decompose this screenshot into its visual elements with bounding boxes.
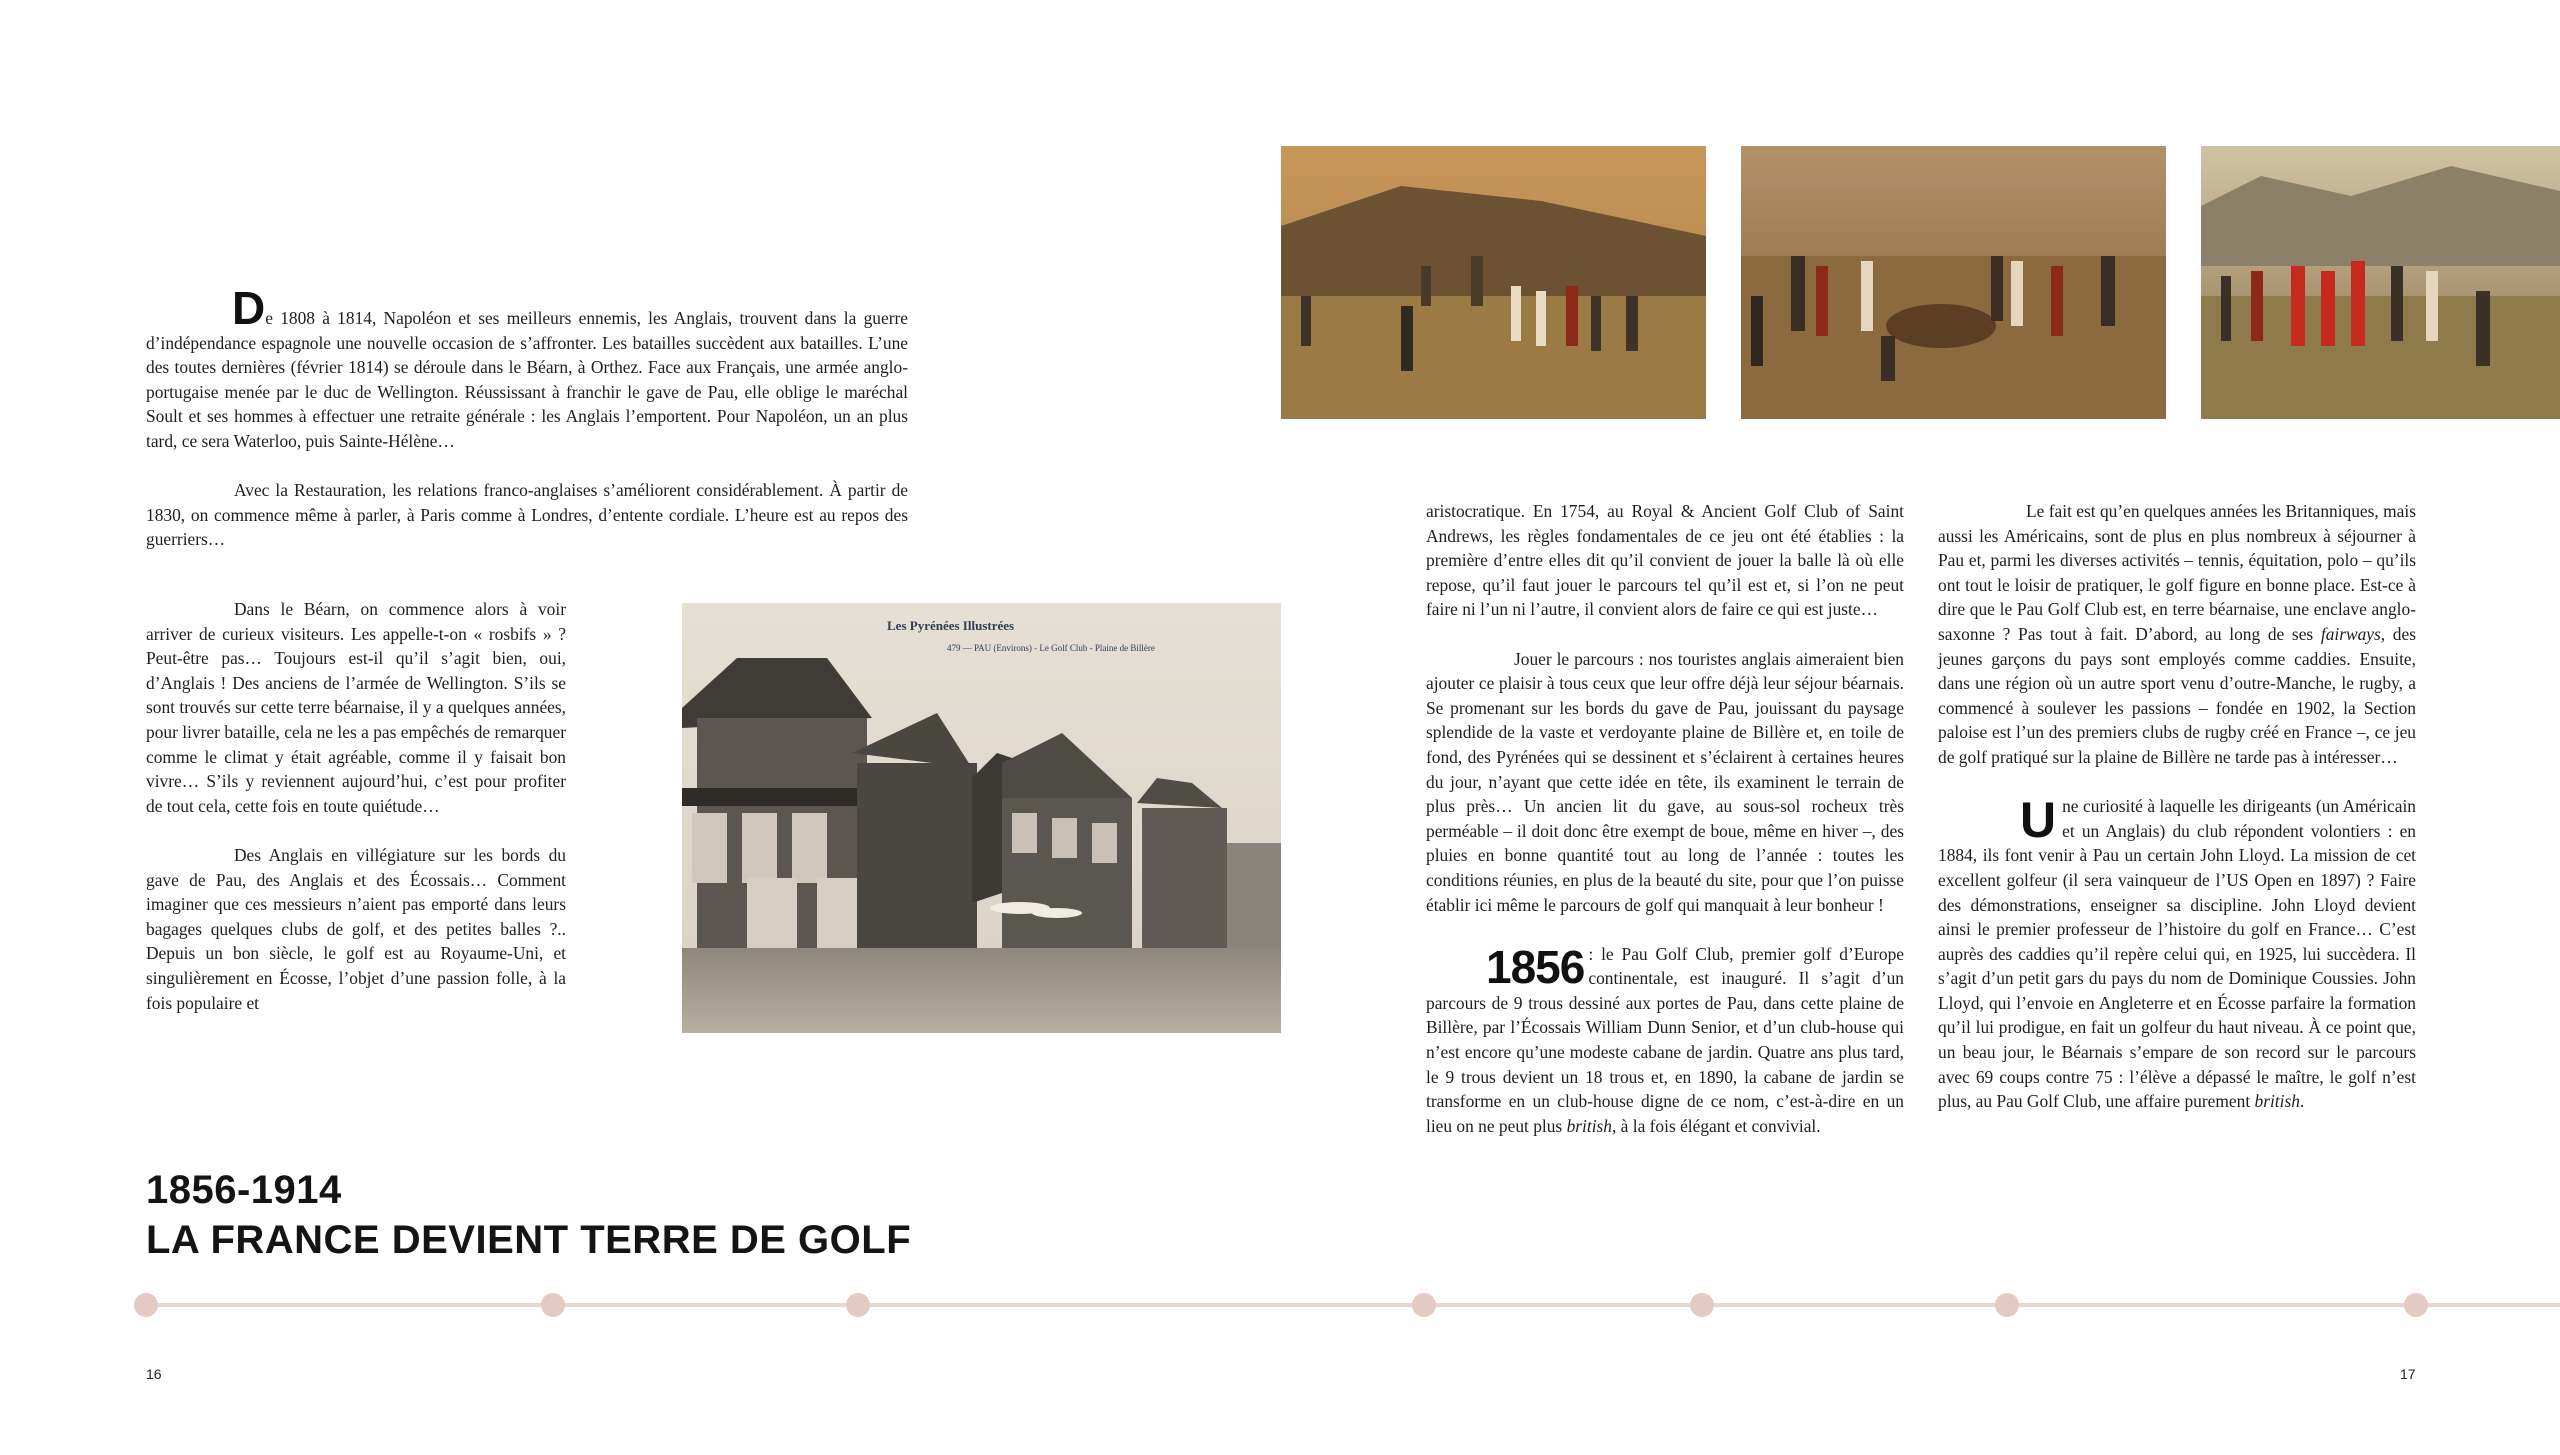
col2-paragraph-2: Une curiosité à laquelle les dirigeants (un Américain et un Anglais) du club répondent volontiers : en 1884, ils font venir à Pau un certain John Lloyd. La mission de cet excellent golfeur (il sera vainqueur de l’US Open en 1897) ? Faire des démonstrations, enseigner sa discipline. John Lloyd devient ainsi le premier professeur de l’histoire du golf en France… C’est auprès des caddies qu’il repère celui qui, en 1925, lui succèdera. Il s’agit d’un petit gars du pays du nom de Dominique Coussies. John Lloyd, qui l’envoie en Angleterre et en Écosse parfaire la formation qu’il lui prodigue, en fait un golfeur du haut niveau. À ce point que, un beau jour, le Béarnais s’empare de son record sur le parcours avec 69 coups contre 75 : l’élève a dépassé le maître, le golf n’est plus, au Pau Golf Club, une affaire purement british. [1938, 792, 2416, 1112]
golf-painting-left [1281, 146, 1706, 419]
restoration-paragraph: Avec la Restauration, les relations franco-anglaises s’améliorent considérablement. À partir de 1830, on commence même à parler, à Paris comme à Londres, d’entente cordiale. L’heure est au repos des guerriers… [146, 480, 908, 550]
intro-paragraph: De 1808 à 1814, Napoléon et ses meilleurs ennemis, les Anglais, trouvent dans la guerre d’indépendance espagnole une nouvelle occasion de s’affronter. Les batailles succèdent aux batailles. L’une des toutes dernières (février 1814) se déroule dans le Béarn, à Orthez. Face aux Français, une armée anglo-portugaise menée par le duc de Wellington. Réussissant à franchir le gave de Pau, elle oblige le maréchal Soult et ses hommes à effectuer une retraite générale : les Anglais l’emportent. Pour Napoléon, un an plus tard, ce sera Waterloo, puis Sainte-Hélène… [146, 282, 908, 451]
left-column-narrow [146, 597, 566, 1015]
col1-paragraph-1: aristocratique. En 1754, au Royal & Ancient Golf Club of Saint Andrews, les règles fondamentales de ce jeu ont été établies : la première d’entre elles dit qu’il convient de jouer la balle là où elle repose, qu’il faut jouer le parcours tel qu’il est et, si l’on ne peut faire ni l’un ni l’autre, il convient alors de faire ce qui est juste… [1426, 501, 1904, 620]
col1-paragraph-2: Jouer le parcours : nos touristes anglais aimeraient bien ajouter ce plaisir à tous ceux que leur offre déjà leur séjour béarnais. Se promenant sur les bords du gave de Pau, jouissant du paysage splendide de la vaste et verdoyante plaine de Billère et, en toile de fond, des Pyrénées qui se dessinent et s’éclairent à certaines heures du jour, n’ayant que cette idée en tête, ils examinent le terrain de plus près… Un ancien lit du gave, au sous-sol rocheux très perméable – il doit donc être exempt de boue, même en hiver –, des pluies en bonne quantité tout au long de l’année : toutes les conditions réunies, en plus de la beauté du site, pour que l’on puisse établir ici même le parcours de golf qui manquait à leur bonheur ! [1426, 648, 1904, 915]
chapter-heading [146, 1165, 911, 1265]
right-column-1 [1426, 499, 1904, 1163]
golf-painting-middle [1741, 146, 2166, 419]
timeline-dot [134, 1293, 158, 1317]
bearn-paragraph: Dans le Béarn, on commence alors à voir arriver de curieux visiteurs. Les appelle-t-on « rosbifs » ? Peut-être pas… Toujours est-il qu’il s’agit bien, oui, d’Anglais ! Des anciens de l’armée de Wellington. S’ils se sont trouvés sur cette terre béarnaise, il y a quelques années, pour livrer bataille, cela ne les a pas empêchés de remarquer comme le climat y était agréable, comme il y faisait bon vivre… S’ils y reviennent aujourd’hui, c’est pour profiter de tout cela, cette fois en toute quiétude… [146, 599, 566, 816]
right-column-2 [1938, 499, 2416, 1138]
heading-title: LA FRANCE DEVIENT TERRE DE GOLF [146, 1218, 912, 1262]
timeline-dot [1412, 1293, 1436, 1317]
dropcap-d: D [232, 282, 266, 334]
left-column-wide [146, 282, 908, 577]
heading-years: 1856-1914 [146, 1168, 342, 1212]
timeline-dot [846, 1293, 870, 1317]
golf-club-postcard-photo [682, 603, 1281, 1033]
timeline-dot [1995, 1293, 2019, 1317]
page-number-right: 17 [2400, 1366, 2416, 1382]
villegiature-paragraph: Des Anglais en villégiature sur les bords du gave de Pau, des Anglais et des Écossais… Comment imaginer que ces messieurs n’aient pas emporté dans leurs bagages quelques clubs de golf, et des petites balles ?.. Depuis un bon siècle, le golf est au Royaume-Uni, et singulièrement en Écosse, l’objet d’une passion folle, à la fois populaire et [146, 844, 566, 1013]
col2-paragraph-1: Le fait est qu’en quelques années les Britanniques, mais aussi les Américains, sont de plus en plus nombreux à séjourner à Pau et, parmi les diverses activités – tennis, équitation, polo – qu’ils ont tout le loisir de pratiquer, le golf figure en bonne place. Est-ce à dire que le Pau Golf Club est, en terre béarnaise, une enclave anglo-saxonne ? Pas tout à fait. D’abord, au long de ses fairways, des jeunes garçons du pays sont employés comme caddies. Ensuite, dans une région où un autre sport venu d’outre-Manche, le rugby, a commencé à soulever les passions – fondée en 1902, la Section paloise est l’un des premiers clubs de rugby créé en France –, ce jeu de golf pratiqué sur la plaine de Billère ne tarde pas à intéresser… [1938, 501, 2416, 767]
golf-painting-right [2201, 146, 2560, 419]
postcard-title-text: Les Pyrénées Illustrées [887, 618, 1015, 633]
timeline-dot [2404, 1293, 2428, 1317]
year-1856: 1856 [1486, 940, 1585, 993]
col1-paragraph-3: 1856 : le Pau Golf Club, premier golf d’Europe continentale, est inauguré. Il s’agit d’un parcours de 9 trous dessiné aux portes de Pau, dans cette plaine de Billère, par l’Écossais William Dunn Senior, et d’un club-house qui n’est encore qu’une modeste cabane de jardin. Quatre ans plus tard, le 9 trous devient un 18 trous et, en 1890, la cabane de jardin se transforme en un club-house digne de ce nom, c’est-à-dire en un lieu on ne peut plus british, à la fois élégant et convivial. [1426, 940, 1904, 1136]
postcard-caption-text: 479 — PAU (Environs) - Le Golf Club - Plaine de Billère [947, 643, 1155, 653]
timeline-line [146, 1303, 2560, 1307]
timeline-dot [1690, 1293, 1714, 1317]
page-number-left: 16 [146, 1366, 162, 1382]
dropcap-u: U [2020, 792, 2057, 849]
timeline-dot [541, 1293, 565, 1317]
